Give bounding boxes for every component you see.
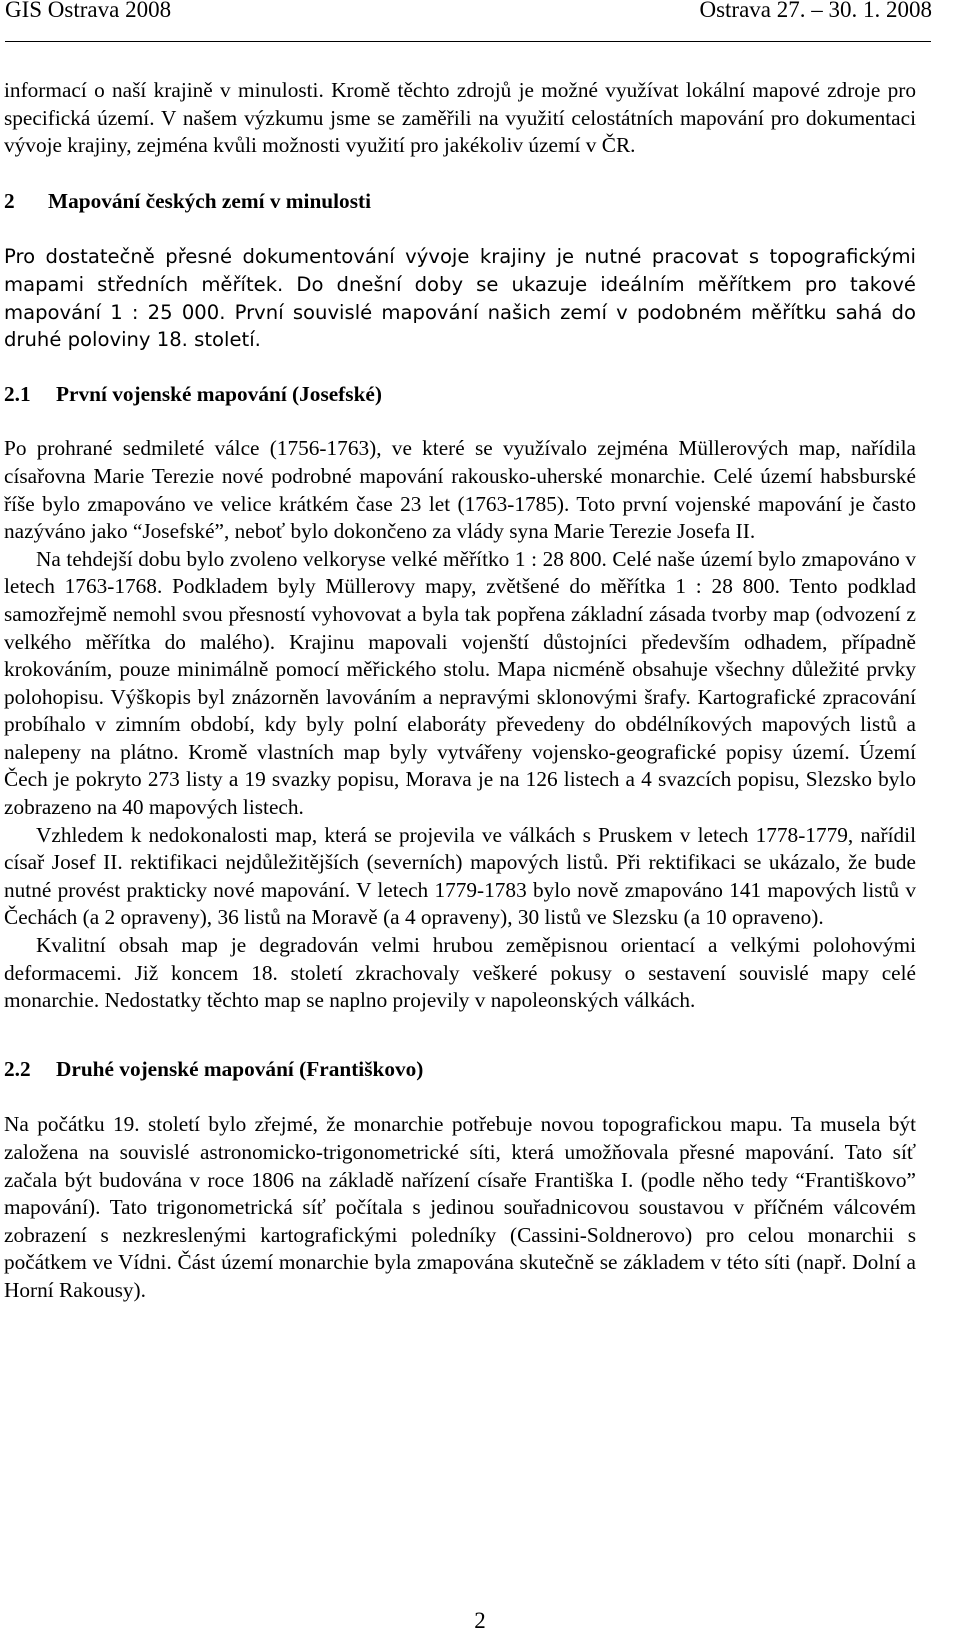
section-2-1-paragraph: Na tehdejší dobu bylo zvoleno velkoryse velké měřítko 1 : 28 800. Celé naše území bylo zmapováno v letech 1763-1768. Podkladem byly Müllerovy mapy, zvětšené do měřítka 1 : 28 800. Tento podklad samozřejmě nemohl svou přesností vyhovovat a byla tak popřena základní zásada tvorby map (odvození z velkého měřítka do malého). Krajinu mapovali vojenští důstojníci především odhadem, případně krokováním, pouze minimálně pomocí měřického stolu. Mapa nicméně obsahuje všechny důležité prvky polohopisu. Výškopis byl znázorněn lavováním a nepravými sklonovými šrafy. Kartografické zpracování probíhalo v zimním období, kdy byly polní elaboráty převedeny do obdélníkových mapových listů a nalepeny na plátno. Kromě vlastních map byly vytvářeny vojensko-geografické popisy území. Území Čech je pokryto 273 listy a 19 svazky popisu, Morava je na 126 listech a 4 svazcích popisu, Slezsko bylo zobrazeno na 40 mapových listech. <box>4 546 916 820</box>
section-number: 2 <box>4 188 15 213</box>
section-number: 2.2 <box>4 1056 31 1081</box>
section-title: První vojenské mapování (Josefské) <box>56 381 382 406</box>
section-2-2-heading <box>4 1056 916 1084</box>
header-conference: GIS Ostrava 2008 <box>5 0 172 22</box>
section-2-1-paragraph: Kvalitní obsah map je degradován velmi hrubou zeměpisnou orientací a velkými polohovými deformacemi. Již koncem 18. století zkrachovaly veškeré pokusy o sestavení souvislé mapy celé monarchie. Nedostatky těchto map se naplno projevily v napoleonských válkách. <box>4 933 916 1013</box>
section-number: 2.1 <box>4 381 31 406</box>
intro-paragraph: informací o naší krajině v minulosti. Kromě těchto zdrojů je možné využívat lokální mapové zdroje pro specifická území. V našem výzkumu jsme se zaměřili na využití celostátních mapování pro dokumentaci vývoje krajiny, zejména kvůli možnosti využití pro jakékoliv území v ČR. <box>4 78 916 158</box>
page-number: 2 <box>474 1608 486 1633</box>
section-2-1-heading <box>4 381 916 409</box>
document-body <box>4 77 916 1305</box>
section-2-paragraph: Pro dostatečně přesné dokumentování vývoje krajiny je nutné pracovat s topografickými mapami středních měřítek. Do dnešní doby se ukazuje ideálním měřítkem pro takové mapování 1 : 25 000. První souvislé mapování našich zemí v podobném měřítku sahá do druhé poloviny 18. století. <box>4 245 916 352</box>
section-2-1-paragraph: Vzhledem k nedokonalosti map, která se projevila ve válkách s Pruskem v letech 1778-1779, nařídil císař Josef II. rektifikaci nejdůležitějších (severních) mapových listů. Při rektifikaci se ukázalo, že bude nutné provést prakticky nové mapování. V letech 1779-1783 bylo nově zmapováno 141 mapových listů v Čechách (a 2 opraveny), 36 listů na Moravě (a 4 opraveny), 30 listů ve Slezsku (a 10 opraveno). <box>4 822 916 930</box>
page-header <box>0 0 960 46</box>
header-date: Ostrava 27. – 30. 1. 2008 <box>699 0 932 22</box>
section-2-2-paragraph: Na počátku 19. století bylo zřejmé, že monarchie potřebuje novou topografickou mapu. Ta musela být založena na souvislé astronomicko-trigonometrické síti, která umožňovala přesné mapování. Tato síť začala být budována v roce 1806 na základě nařízení císaře Františka I. (podle něho tedy “Františkovo” mapování). Tato trigonometrická síť počítala s jedinou souřadnicovou soustavou v příčném válcovém zobrazení s nezkreslenými kartografickými poledníky (Cassini-Soldnerovo) pro celou monarchii s počátkem ve Vídni. Část území monarchie byla zmapována skutečně se základem v této síti (např. Dolní a Horní Rakousy). <box>4 1112 916 1302</box>
section-2-heading <box>4 188 916 216</box>
section-title: Druhé vojenské mapování (Františkovo) <box>56 1056 424 1081</box>
section-2-1-paragraph: Po prohrané sedmileté válce (1756-1763), ve které se využívalo zejména Müllerových map, nařídila císařovna Marie Terezie nové podrobné mapování rakousko-uherské monarchie. Celé území habsburské říše bylo zmapováno ve velice krátkém čase 23 let (1763-1785). Toto první vojenské mapování je často nazýváno jako “Josefské”, neboť bylo dokončeno za vlády syna Marie Terezie Josefa II. <box>4 436 916 544</box>
section-title: Mapování českých zemí v minulosti <box>48 188 371 213</box>
header-divider <box>5 41 931 42</box>
